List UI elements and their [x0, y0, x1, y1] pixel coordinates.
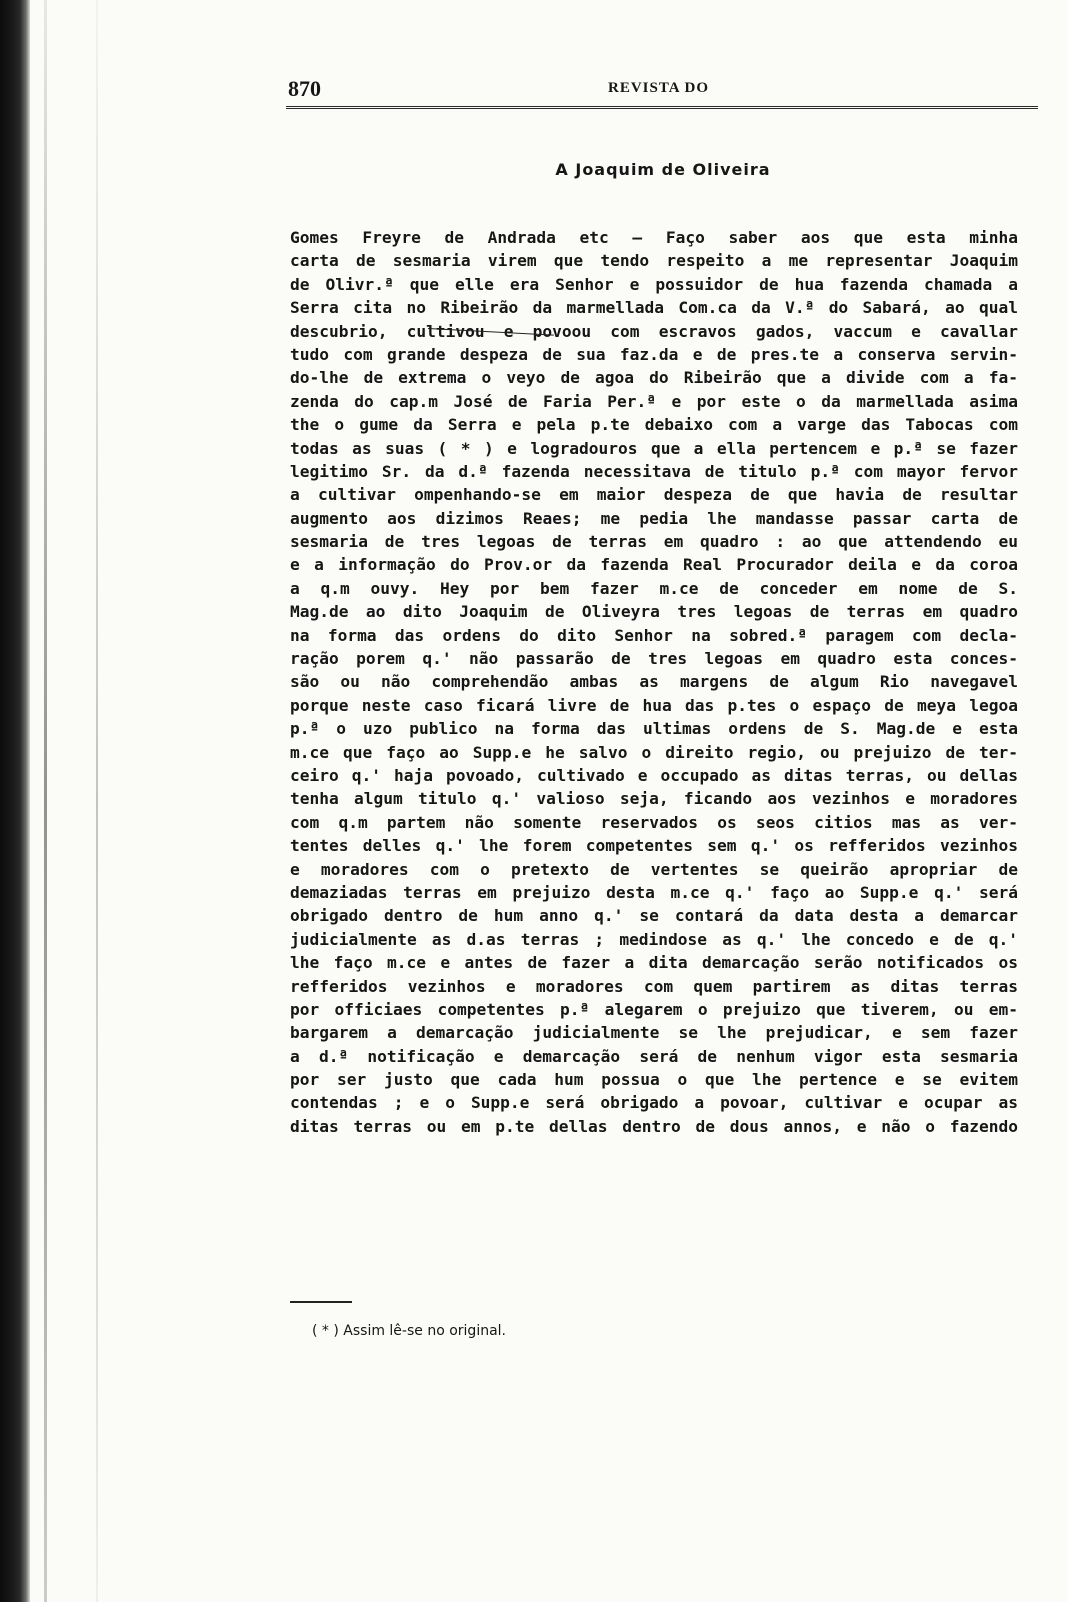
- text-line: legitimo Sr. da d.ª fazenda necessitava de titulo p.ª com mayor fervor: [290, 461, 1018, 481]
- page-header: [288, 70, 1038, 100]
- book-spine-shadow: [0, 0, 30, 1602]
- text-line: tentes delles q.' lhe forem competentes sem q.' os refferidos vezinhos: [290, 836, 1018, 856]
- text-line: p.ª o uzo publico na forma das ultimas ordens de S. Mag.de e esta: [290, 719, 1018, 739]
- text-line: ditas terras ou em p.te dellas dentro de dous annos, e não o fazendo: [290, 1116, 1018, 1136]
- text-line: contendas ; e o Supp.e será obrigado a povoar, cultivar e ocupar as: [290, 1093, 1018, 1113]
- text-line: todas as suas ( * ) e logradouros que a ella pertencem e p.ª se fazer: [290, 438, 1018, 458]
- running-head: REVISTA DO: [608, 80, 709, 96]
- text-line: na forma das ordens do dito Senhor na sobred.ª paragem com decla-: [290, 625, 1018, 645]
- text-line: a d.ª notificação e demarcação será de nenhum vigor esta sesmaria: [290, 1046, 1018, 1066]
- text-line: descubrio, cultivou e povoou com escravos gados, vaccum e cavallar: [290, 321, 1018, 341]
- text-line: ceiro q.' haja povoado, cultivado e occupado as ditas terras, ou dellas: [290, 765, 1018, 785]
- text-line: ração porem q.' não passarão de tres legoas em quadro esta conces-: [290, 649, 1018, 669]
- section-title: A Joaquim de Oliveira: [555, 160, 771, 179]
- page-edge-shadow-2: [96, 0, 98, 1602]
- text-line: e a informação do Prov.or da fazenda Real Procurador deila e da coroa: [290, 555, 1018, 575]
- text-line: do-lhe de extrema o veyo de agoa do Ribeirão que a divide com a fa-: [290, 368, 1018, 388]
- text-line: de Olivr.ª que elle era Senhor e possuidor de hua fazenda chamada a: [290, 274, 1018, 294]
- text-line: carta de sesmaria virem que tendo respeito a me representar Joaquim: [290, 251, 1018, 271]
- text-line: tudo com grande despeza de sua faz.da e de pres.te a conserva servin-: [290, 344, 1018, 364]
- text-line: por officiaes competentes p.ª alegarem o prejuizo que tiverem, ou em-: [290, 999, 1018, 1019]
- text-line: são ou não comprehendão ambas as margens de algum Rio navegavel: [290, 672, 1018, 692]
- text-line: Serra cita no Ribeirão da marmellada Com.ca da V.ª do Sabará, ao qual: [290, 298, 1018, 318]
- text-line: judicialmente as d.as terras ; medindose as q.' lhe concedo e de q.': [290, 929, 1018, 949]
- text-line: com q.m partem não somente reservados os seos citios mas as ver-: [290, 812, 1018, 832]
- text-line: sesmaria de tres legoas de terras em quadro : ao que attendendo eu: [290, 532, 1018, 552]
- text-line: zenda do cap.m José de Faria Per.ª e por este o da marmellada asima: [290, 391, 1018, 411]
- text-line: tenha algum titulo q.' valioso seja, ficando aos vezinhos e moradores: [290, 789, 1018, 809]
- header-rule: [286, 106, 1038, 112]
- document-body: [290, 226, 1018, 1138]
- text-line: obrigado dentro de hum anno q.' se contará da data desta a demarcar: [290, 906, 1018, 926]
- page-number: 870: [288, 76, 321, 101]
- text-line: augmento aos dizimos Reaes; me pedia lhe mandasse passar carta de: [290, 508, 1018, 528]
- text-line: bargarem a demarcação judicialmente se lhe prejudicar, e sem fazer: [290, 1023, 1018, 1043]
- page-edge-shadow: [44, 0, 47, 1602]
- text-line: a cultivar ompenhando-se em maior despeza de que havia de resultar: [290, 485, 1018, 505]
- text-line: Gomes Freyre de Andrada etc — Faço saber aos que esta minha: [290, 228, 1018, 247]
- text-line: the o gume da Serra e pela p.te debaixo com a varge das Tabocas com: [290, 415, 1018, 435]
- text-line: porque neste caso ficará livre de hua das p.tes o espaço de meya legoa: [290, 695, 1018, 715]
- text-line: Mag.de ao dito Joaquim de Oliveyra tres legoas de terras em quadro: [290, 602, 1018, 622]
- footnote: ( * ) Assim lê-se no original.: [312, 1323, 506, 1339]
- text-line: por ser justo que cada hum possua o que lhe pertence e se evitem: [290, 1070, 1018, 1090]
- text-line: demaziadas terras em prejuizo desta m.ce q.' faço ao Supp.e q.' será: [290, 882, 1018, 902]
- text-line: lhe faço m.ce e antes de fazer a dita demarcação serão notificados os: [290, 953, 1018, 973]
- text-line: refferidos vezinhos e moradores com quem partirem as ditas terras: [290, 976, 1018, 996]
- text-line: a q.m ouvy. Hey por bem fazer m.ce de conceder em nome de S.: [290, 578, 1018, 598]
- text-line: m.ce que faço ao Supp.e he salvo o direito regio, ou prejuizo de ter-: [290, 742, 1018, 762]
- text-line: e moradores com o pretexto de vertentes se queirão apropriar de: [290, 859, 1018, 879]
- footnote-rule: [290, 1301, 352, 1303]
